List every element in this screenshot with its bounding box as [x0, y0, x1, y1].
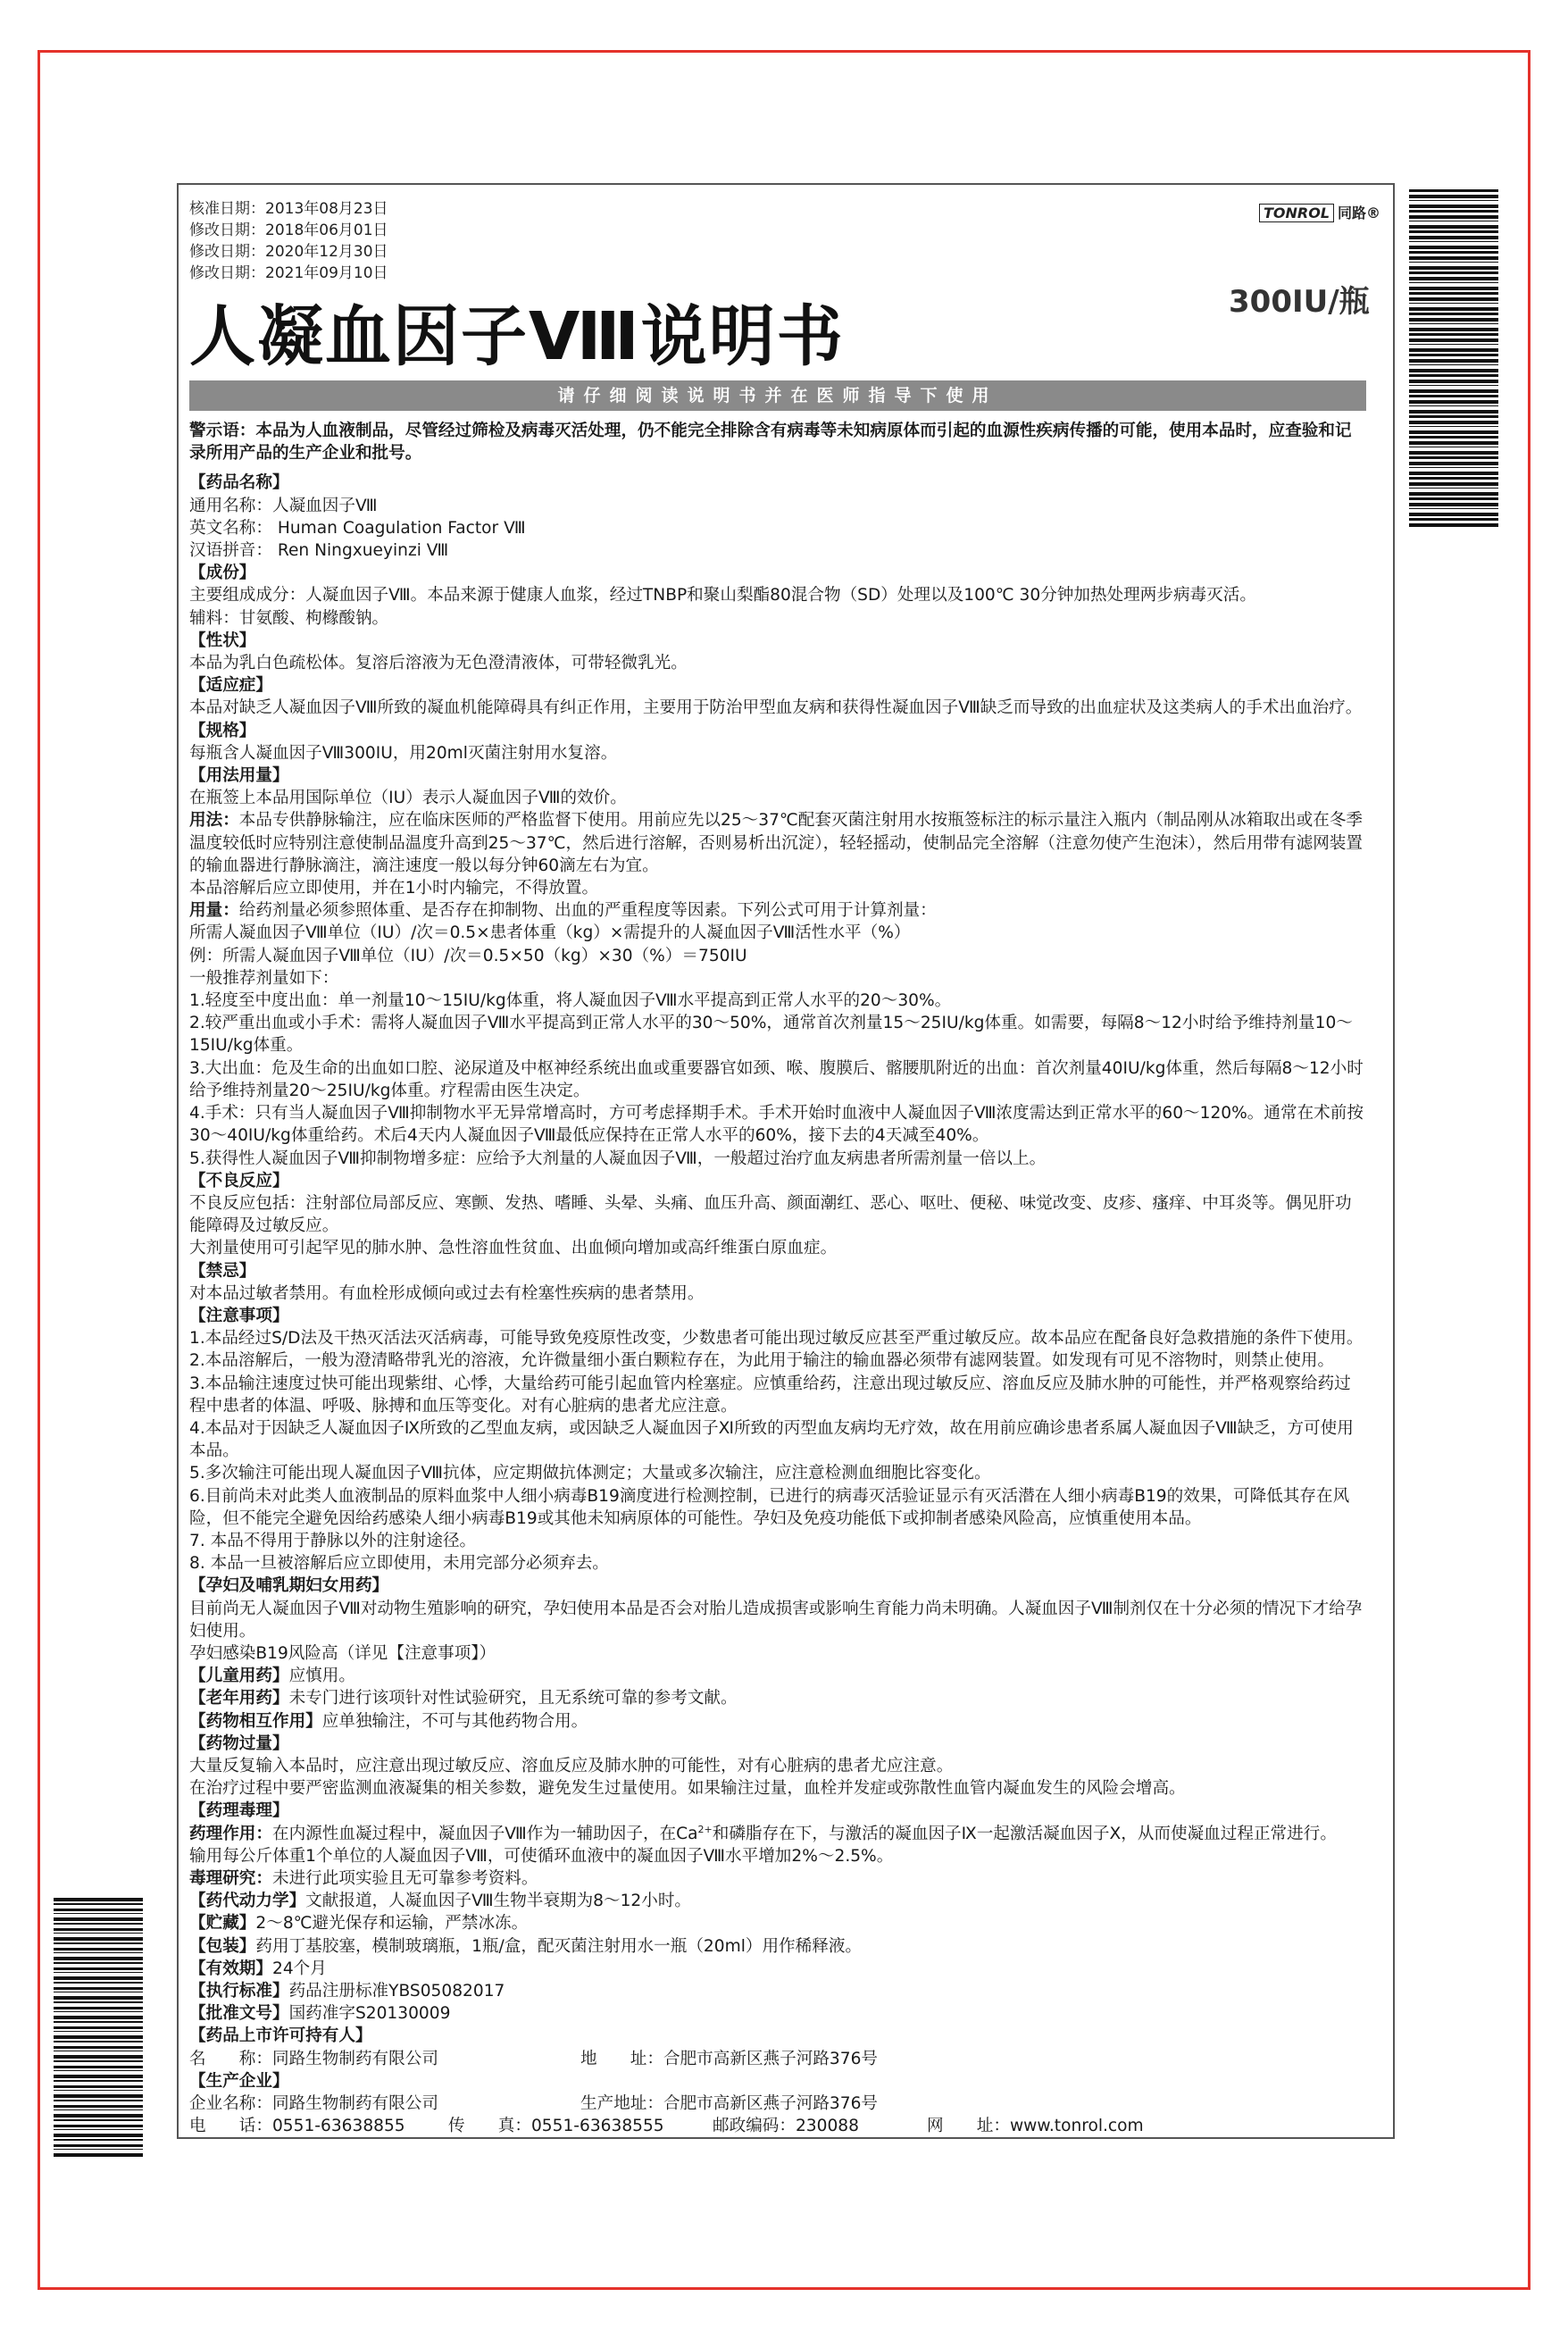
- section-heading: 【适应症】: [189, 676, 272, 696]
- section-heading: 【用法用量】: [189, 766, 289, 786]
- pregnancy-text: 目前尚无人凝血因子Ⅷ对动物生殖影响的研究，孕妇使用本品是否会对胎儿造成损害或影响生育能力尚未明确。人凝血因子Ⅷ制剂仅在十分必须的情况下才给孕妇使用。: [189, 1599, 1363, 1641]
- list-item: 2.较严重出血或小手术：需将人凝血因子Ⅷ水平提高到正常人水平的30～50%，通常首次剂量15～25IU/kg体重。如需要，每隔8～12小时给予维持剂量10～15IU/kg体重。: [189, 1014, 1353, 1056]
- list-item: 5.获得性人凝血因子Ⅷ抑制物增多症：应给予大剂量的人凝血因子Ⅷ，一般超过治疗血友病患者所需剂量一倍以上。: [189, 1149, 1047, 1168]
- manufacturer-info: 企业名称：同路生物制药有限公司 生产地址：合肥市高新区燕子河路376号: [189, 2094, 878, 2114]
- usage-dose: 用量：给药剂量必须参照体重、是否存在抑制物、出血的严重程度等因素。下列公式可用于计算剂量：: [189, 901, 937, 921]
- toxicology-text: 毒理研究：未进行此项实验且无可靠参考资料。: [189, 1869, 538, 1888]
- list-item: 1.本品经过S/D法及干热灭活法灭活病毒，可能导致免疫原性改变，少数患者可能出现过敏反应甚至严重过敏反应。故本品应在配备良好急救措施的条件下使用。: [189, 1329, 1364, 1349]
- pregnancy-text: 孕妇感染B19风险高（详见【注意事项】）: [189, 1643, 496, 1663]
- storage: 【贮藏】2～8℃避光保存和运输，严禁冰冻。: [189, 1914, 529, 1934]
- section-heading: 【注意事项】: [189, 1306, 289, 1325]
- dose-formula: 所需人凝血因子Ⅷ单位（IU）/次＝0.5×患者体重（kg）×需提升的人凝血因子Ⅷ活性水平（%）: [189, 923, 911, 943]
- list-item: 3.大出血：危及生命的出血如口腔、泌尿道及中枢神经系统出血或重要器官如颈、喉、腹膜后、髂腰肌附近的出血：首次剂量40IU/kg体重，然后每隔8～12小时给予维持剂量20～25IU/kg体重。疗程需由医生决定。: [189, 1058, 1364, 1100]
- section-heading: 【药品上市许可持有人】: [189, 2026, 372, 2046]
- contraindication-text: 对本品过敏者禁用。有血栓形成倾向或过去有栓塞性疾病的患者禁用。: [189, 1283, 705, 1303]
- packaging: 【包装】药用丁基胶塞，模制玻璃瓶，1瓶/盒，配灭菌注射用水一瓶（20ml）用作稀释液。: [189, 1936, 863, 1956]
- date-row: 核准日期：2013年08月23日: [189, 200, 388, 218]
- list-item: 7. 本品不得用于静脉以外的注射途径。: [189, 1531, 477, 1550]
- indications-text: 本品对缺乏人凝血因子Ⅷ所致的凝血机能障碍具有纠正作用，主要用于防治甲型血友病和获得性凝血因子Ⅷ缺乏而导致的出血症状及这类病人的手术出血治疗。: [189, 698, 1363, 718]
- barcode-right: [1409, 189, 1498, 529]
- section-heading: 【不良反应】: [189, 1171, 289, 1190]
- revision-dates: [189, 198, 388, 284]
- section-heading: 【孕妇及哺乳期妇女用药】: [189, 1576, 389, 1596]
- usage-method: 用法：本品专供静脉输注，应在临床医师的严格监督下使用。用前应先以25～37℃配套灭菌注射用水按瓶签标注的标示量注入瓶内（制品刚从冰箱取出或在冬季温度较低时应特别注意使制品温度升高到25～37℃，然后进行溶解，否则易析出沉淀），轻轻摇动，使制品完全溶解（注意勿使产生泡沫），然后用带有滤网装置的输血器进行静脉滴注，滴注速度一般以每分钟60滴左右为宜。: [189, 811, 1364, 875]
- pinyin-name: 汉语拼音： Ren Ningxueyinzi Ⅷ: [189, 541, 449, 561]
- list-item: 5.多次输注可能出现人凝血因子Ⅷ抗体，应定期做抗体测定；大量或多次输注，应注意检测血细胞比容变化。: [189, 1464, 991, 1483]
- holder-info: 名 称：同路生物制药有限公司 地 址：合肥市高新区燕子河路376号: [189, 2049, 878, 2068]
- instruction-banner: 请仔细阅读说明书并在医师指导下使用: [189, 380, 1366, 411]
- postal-code: 邮政编码：230088: [713, 2117, 859, 2136]
- product-spec: 300IU/瓶: [1229, 284, 1370, 320]
- drug-interactions: 【药物相互作用】应单独输注，不可与其他药物合用。: [189, 1711, 588, 1731]
- adverse-text: 不良反应包括：注射部位局部反应、寒颤、发热、嗜睡、头晕、头痛、血压升高、颜面潮红、恶心、呕吐、便秘、味觉改变、皮疹、瘙痒、中耳炎等。偶见肝功能障碍及过敏反应。: [189, 1193, 1352, 1236]
- usage-text: 本品溶解后应立即使用，并在1小时内输完，不得放置。: [189, 879, 599, 898]
- barcode-left: [54, 1898, 143, 2157]
- document-title: 人凝血因子Ⅷ说明书: [189, 298, 845, 375]
- dose-example: 例：所需人凝血因子Ⅷ单位（IU）/次＝0.5×50（kg）×30（%）＝750IU: [189, 946, 747, 965]
- date-row: 修改日期：2020年12月30日: [189, 243, 388, 261]
- date-row: 修改日期：2021年09月10日: [189, 264, 388, 282]
- adverse-text: 大剂量使用可引起罕见的肺水肿、急性溶血性贫血、出血倾向增加或高纤维蛋白原血症。: [189, 1239, 838, 1258]
- section-heading: 【药物过量】: [189, 1733, 289, 1753]
- contact-info: [189, 2115, 1366, 2137]
- section-heading: 【性状】: [189, 631, 256, 650]
- list-item: 4.本品对于因缺乏人凝血因子Ⅸ所致的乙型血友病，或因缺乏人凝血因子Ⅺ所致的丙型血友病均无疗效，故在用前应确诊患者系属人凝血因子Ⅷ缺乏，方可使用本品。: [189, 1418, 1354, 1461]
- warning-text: 警示语：本品为人血液制品，尽管经过筛检及病毒灭活处理，仍不能完全排除含有病毒等未知病原体而引起的血源性疾病传播的可能，使用本品时，应查验和记录所用产品的生产企业和批号。: [189, 422, 1352, 464]
- usage-text: 在瓶签上本品用国际单位（IU）表示人凝血因子Ⅷ的效价。: [189, 789, 627, 808]
- pharmacology-text: 输用每公斤体重1个单位的人凝血因子Ⅷ，可使循环血液中的凝血因子Ⅷ水平增加2%～2.5%。: [189, 1846, 894, 1866]
- section-heading: 【药品名称】: [189, 473, 289, 493]
- pediatric-use: 【儿童用药】应慎用。: [189, 1667, 355, 1686]
- phone: 电 话：0551-63638855: [189, 2117, 405, 2136]
- section-heading: 【成份】: [189, 564, 256, 583]
- list-item: 2.本品溶解后，一般为澄清略带乳光的溶液，允许微量细小蛋白颗粒存在，为此用于输注的输血器必须带有滤网装置。如发现有可见不溶物时，则禁止使用。: [189, 1351, 1335, 1371]
- section-heading: 【生产企业】: [189, 2071, 289, 2091]
- description-text: 本品为乳白色疏松体。复溶后溶液为无色澄清液体，可带轻微乳光。: [189, 654, 688, 673]
- overdose-text: 大量反复输入本品时，应注意出现过敏反应、溶血反应及肺水肿的可能性，对有心脏病的患者尤应注意。: [189, 1756, 954, 1775]
- list-item: 8. 本品一旦被溶解后应立即使用，未用完部分必须弃去。: [189, 1554, 609, 1574]
- list-item: 3.本品输注速度过快可能出现紫绀、心悸，大量给药可能引起血管内栓塞症。应慎重给药，注意出现过敏反应、溶血反应及肺水肿的可能性，并严格观察给药过程中患者的体温、呼吸、脉搏和血压等变化。对有心脏病的患者尤应注意。: [189, 1374, 1351, 1416]
- pharmacology-text: 药理作用：在内源性血凝过程中，凝血因子Ⅷ作为一辅助因子，在$Ca^{2+}$和磷脂存在下，与激活的凝血因子Ⅸ一起激活凝血因子Ⅹ，从而使凝血过程正常进行。: [189, 1823, 1337, 1843]
- brand-logo: TONROL 同路®: [1259, 202, 1380, 222]
- english-name: 英文名称： Human Coagulation Factor Ⅷ: [189, 518, 526, 538]
- overdose-text: 在治疗过程中要严密监测血液凝集的相关参数，避免发生过量使用。如果输注过量，血栓并发症或弥散性血管内凝血发生的风险会增高。: [189, 1779, 1186, 1799]
- usage-text: 一般推荐剂量如下：: [189, 968, 339, 988]
- approval-number: 【批准文号】国药准字S20130009: [189, 2004, 451, 2024]
- composition-main: 主要组成成分：人凝血因子Ⅷ。本品来源于健康人血浆，经过TNBP和聚山梨酯80混合物（SD）处理以及100℃ 30分钟加热处理两步病毒灭活。: [189, 586, 1256, 606]
- standard: 【执行标准】药品注册标准YBS05082017: [189, 1982, 505, 2001]
- section-heading: 【禁忌】: [189, 1261, 256, 1281]
- composition-excipients: 辅料：甘氨酸、枸橼酸钠。: [189, 608, 389, 628]
- fax: 传 真：0551-63638555: [448, 2117, 664, 2136]
- geriatric-use: 【老年用药】未专门进行该项针对性试验研究，且无系统可靠的参考文献。: [189, 1689, 738, 1708]
- section-heading: 【规格】: [189, 721, 256, 740]
- leaflet-body: [189, 420, 1366, 2137]
- date-row: 修改日期：2018年06月01日: [189, 221, 388, 239]
- website: 网 址：www.tonrol.com: [927, 2117, 1144, 2136]
- list-item: 4.手术：只有当人凝血因子Ⅷ抑制物水平无异常增高时，方可考虑择期手术。手术开始时血液中人凝血因子Ⅷ浓度需达到正常水平的60～120%。通常在术前按30～40IU/kg体重给药。术后4天内人凝血因子Ⅷ最低应保持在正常人水平的60%，接下去的4天减至40%。: [189, 1104, 1364, 1146]
- specification-text: 每瓶含人凝血因子Ⅷ300IU，用20ml灭菌注射用水复溶。: [189, 743, 618, 763]
- shelf-life: 【有效期】24个月: [189, 1959, 327, 1978]
- generic-name: 通用名称：人凝血因子Ⅷ: [189, 496, 378, 515]
- section-heading: 【药理毒理】: [189, 1801, 289, 1821]
- list-item: 1.轻度至中度出血：单一剂量10～15IU/kg体重，将人凝血因子Ⅷ水平提高到正常人水平的20～30%。: [189, 991, 952, 1011]
- list-item: 6.目前尚未对此类人血液制品的原料血浆中人细小病毒B19滴度进行检测控制，已进行的病毒灭活验证显示有灭活潜在人细小病毒B19的效果，可降低其存在风险，但不能完全避免因给药感染人细小病毒B19或其他未知病原体的可能性。孕妇及免疫功能低下或抑制者感染风险高，应慎重使用本品。: [189, 1486, 1350, 1528]
- pharmacokinetics: 【药代动力学】文献报道，人凝血因子Ⅷ生物半衰期为8～12小时。: [189, 1892, 692, 1911]
